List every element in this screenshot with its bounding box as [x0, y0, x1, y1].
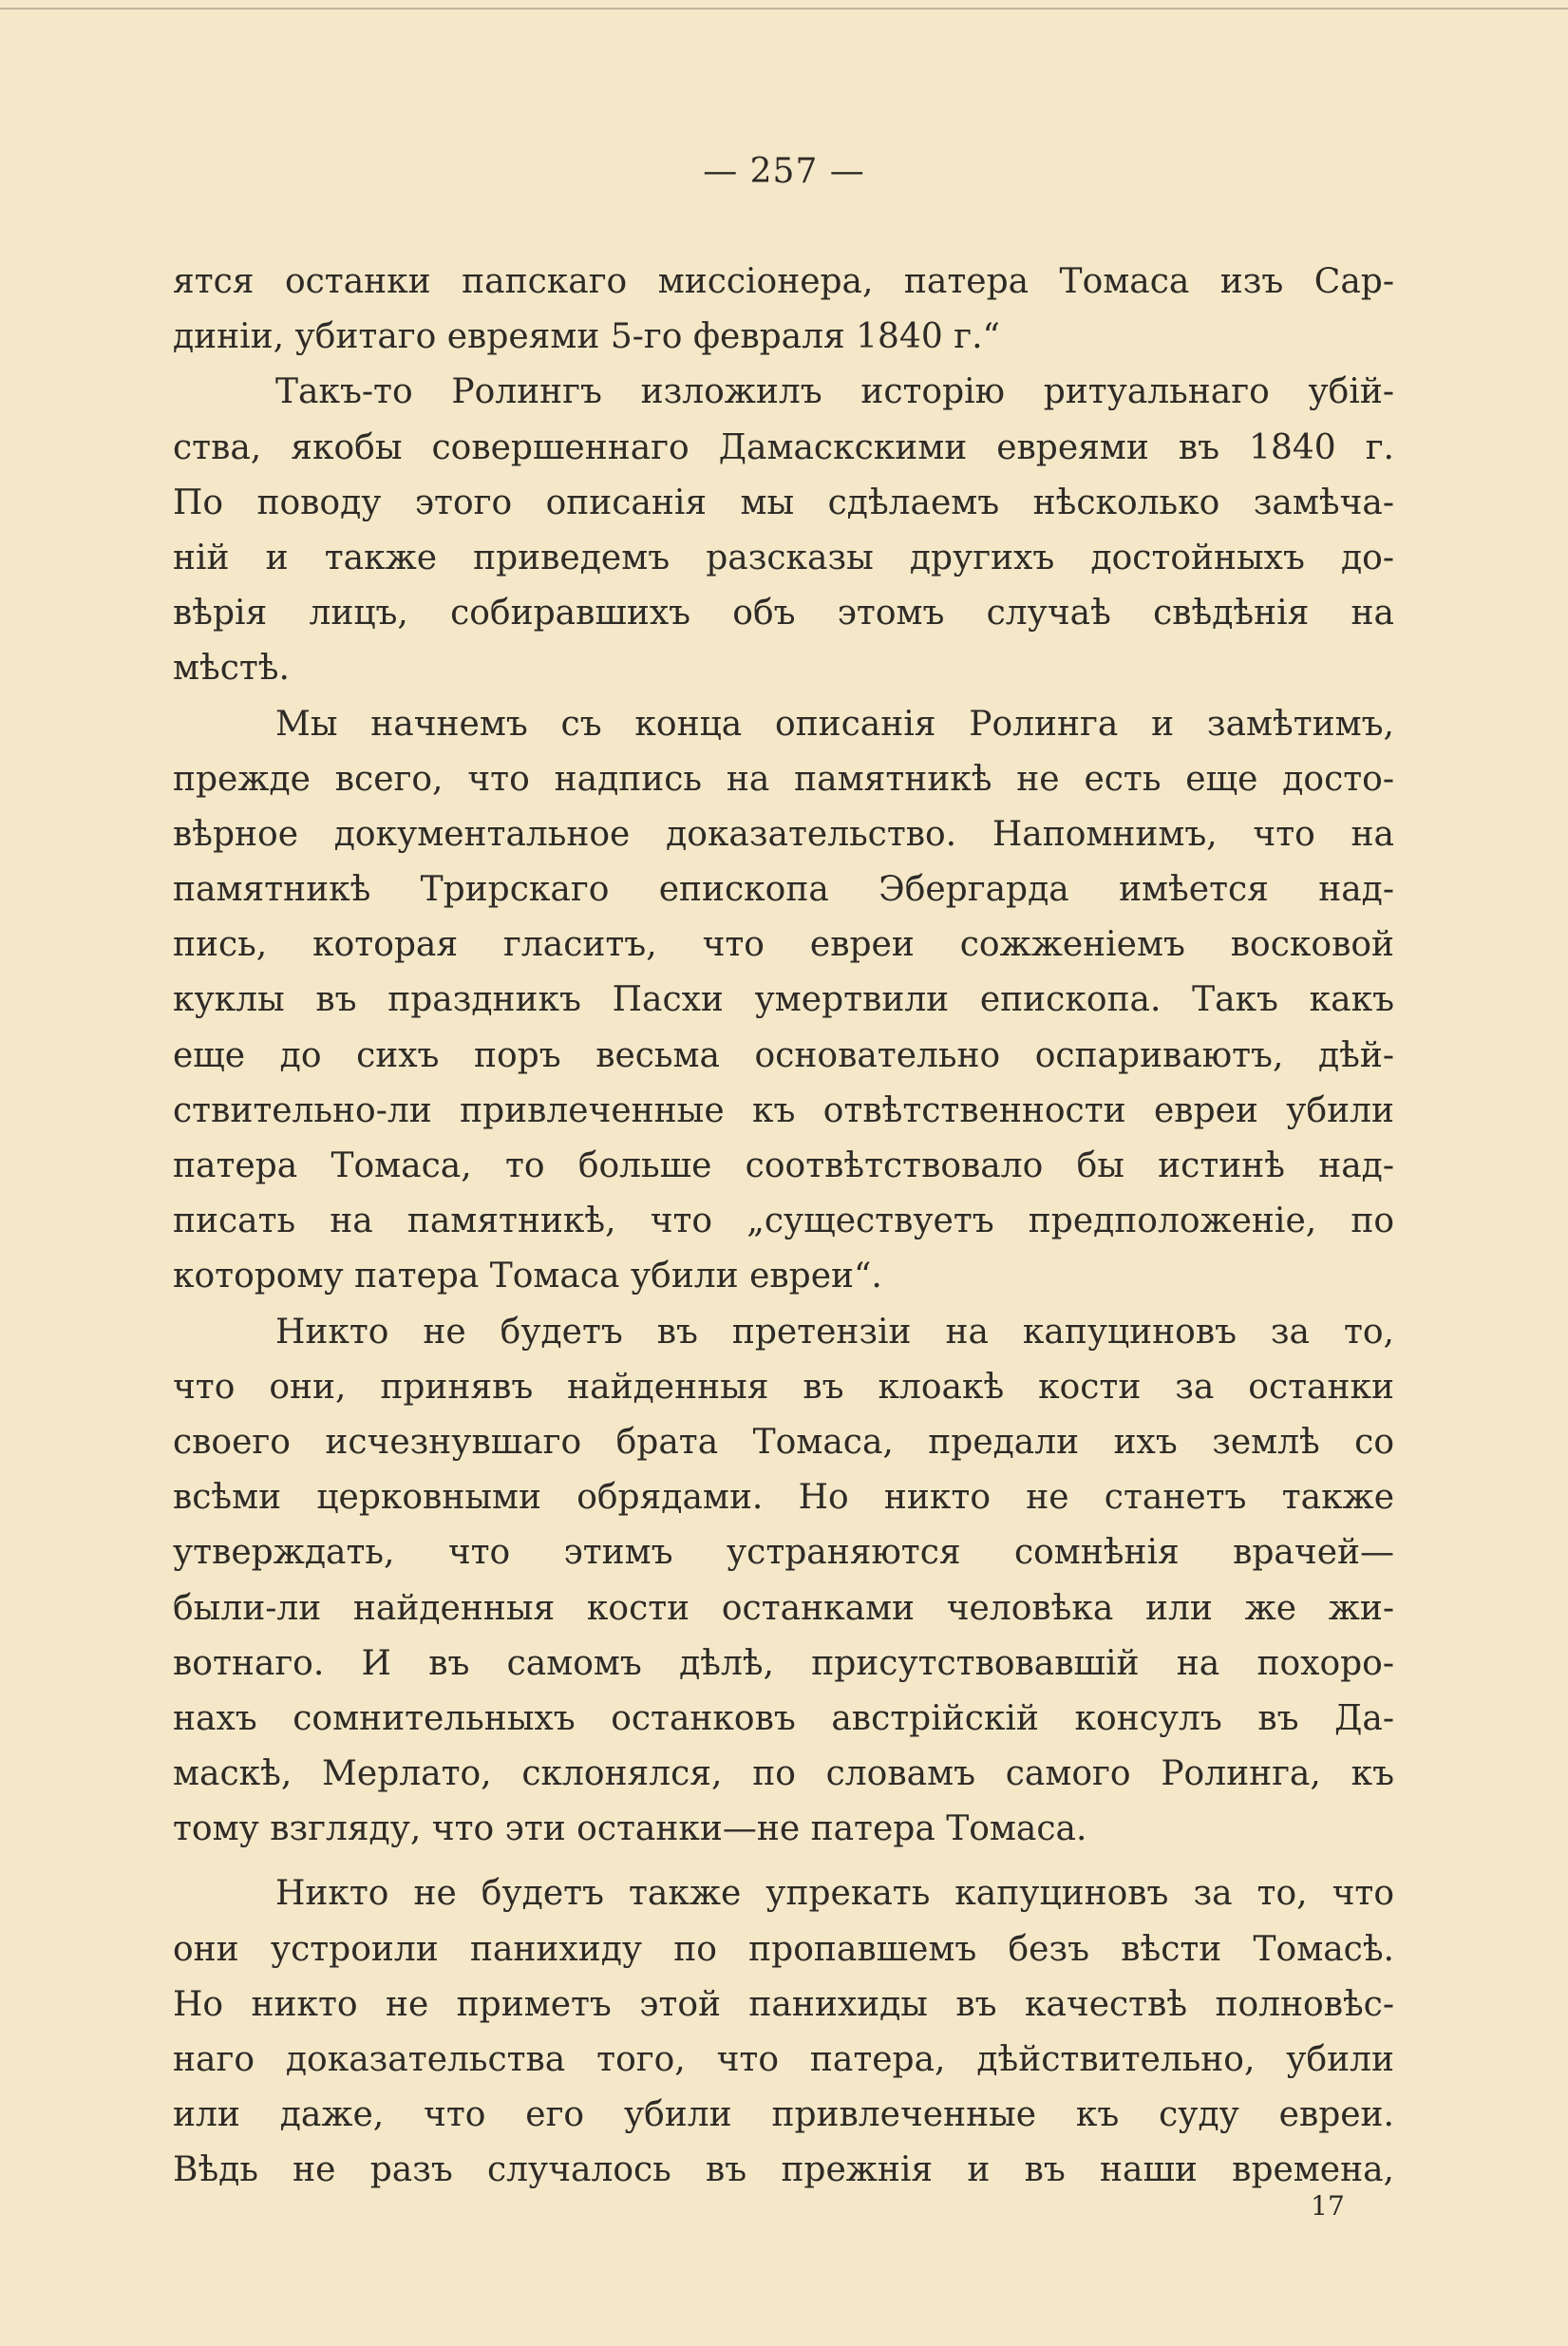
text-line: патера Томаса, то больше соотвѣтствовало бы истинѣ над-: [173, 1146, 1394, 1185]
text-line: своего исчезнувшаго брата Томаса, предали ихъ землѣ со: [173, 1422, 1394, 1462]
text-line: Но никто не приметъ этой панихиды въ качествѣ полновѣс-: [173, 1984, 1394, 2024]
text-line: ства, якобы совершеннаго Дамаскскими евреями въ 1840 г.: [173, 427, 1394, 467]
text-line: памятникѣ Трирскаго епископа Эбергарда имѣется над-: [173, 870, 1394, 910]
text-line: Вѣдь не разъ случалось въ прежнія и въ наши времена,: [173, 2150, 1394, 2190]
text-line: которому патера Томаса убили евреи“.: [173, 1257, 882, 1296]
text-line: еще до сихъ поръ весьма основательно оспариваютъ, дѣй-: [173, 1035, 1394, 1075]
text-line: писать на памятникѣ, что „существуетъ предположеніе, по: [173, 1201, 1394, 1241]
text-line: Никто не будетъ въ претензіи на капуциновъ за то,: [275, 1312, 1394, 1352]
text-line: нахъ сомнительныхъ останковъ австрійскій консулъ въ Да-: [173, 1698, 1394, 1738]
text-line: ній и также приведемъ разсказы другихъ достойныхъ до-: [173, 538, 1394, 577]
paragraph-gap: [173, 1857, 1394, 1866]
body-text: [173, 255, 1394, 2199]
text-line: вѣрія лицъ, собиравшихъ объ этомъ случаѣ свѣдѣнія на: [173, 594, 1394, 634]
text-line: или даже, что его убили привлеченные къ суду евреи.: [173, 2095, 1394, 2135]
text-line: наго доказательства того, что патера, дѣйствительно, убили: [173, 2040, 1394, 2079]
text-line: ствительно-ли привлеченные къ отвѣтственности евреи убили: [173, 1090, 1394, 1130]
top-edge-line: [0, 8, 1568, 9]
text-line: тому взгляду, что эти останки—не патера Томаса.: [173, 1809, 1087, 1849]
text-line: были-ли найденныя кости останками человѣка или же жи-: [173, 1588, 1394, 1628]
signature-mark: 17: [1311, 2190, 1345, 2222]
text-line: мѣстѣ.: [173, 649, 290, 689]
text-line: диніи, убитаго евреями 5-го февраля 1840 г.“: [173, 317, 1000, 357]
text-line: вѣрное документальное доказательство. Напомнимъ, что на: [173, 814, 1394, 854]
text-line: маскѣ, Мерлато, склонялся, по словамъ самого Ролинга, къ: [173, 1754, 1394, 1794]
text-line: Никто не будетъ также упрекать капуциновъ за то, что: [275, 1874, 1394, 1914]
text-line: утверждать, что этимъ устраняются сомнѣнія врачей—: [173, 1533, 1394, 1573]
text-line: всѣми церковными обрядами. Но никто не станетъ также: [173, 1478, 1394, 1518]
text-line: вотнаго. И въ самомъ дѣлѣ, присутствовавшій на похоро-: [173, 1643, 1394, 1683]
text-line: что они, принявъ найденныя въ клоакѣ кости за останки: [173, 1367, 1394, 1407]
text-line: ятся останки папскаго миссіонера, патера Томаса изъ Сар-: [173, 262, 1394, 301]
page-number: — 257 —: [703, 152, 865, 191]
text-line: По поводу этого описанія мы сдѣлаемъ нѣсколько замѣча-: [173, 482, 1394, 522]
text-line: пись, которая гласитъ, что евреи сожженіемъ восковой: [173, 925, 1394, 965]
text-line: Мы начнемъ съ конца описанія Ролинга и замѣтимъ,: [275, 704, 1394, 744]
text-line: они устроили панихиду по пропавшемъ безъ вѣсти Томасѣ.: [173, 1929, 1394, 1969]
text-line: Такъ-то Ролингъ изложилъ исторію ритуальнаго убій-: [275, 372, 1394, 412]
text-line: прежде всего, что надпись на памятникѣ не есть еще досто-: [173, 759, 1394, 799]
text-line: куклы въ праздникъ Пасхи умертвили епископа. Такъ какъ: [173, 980, 1394, 1020]
